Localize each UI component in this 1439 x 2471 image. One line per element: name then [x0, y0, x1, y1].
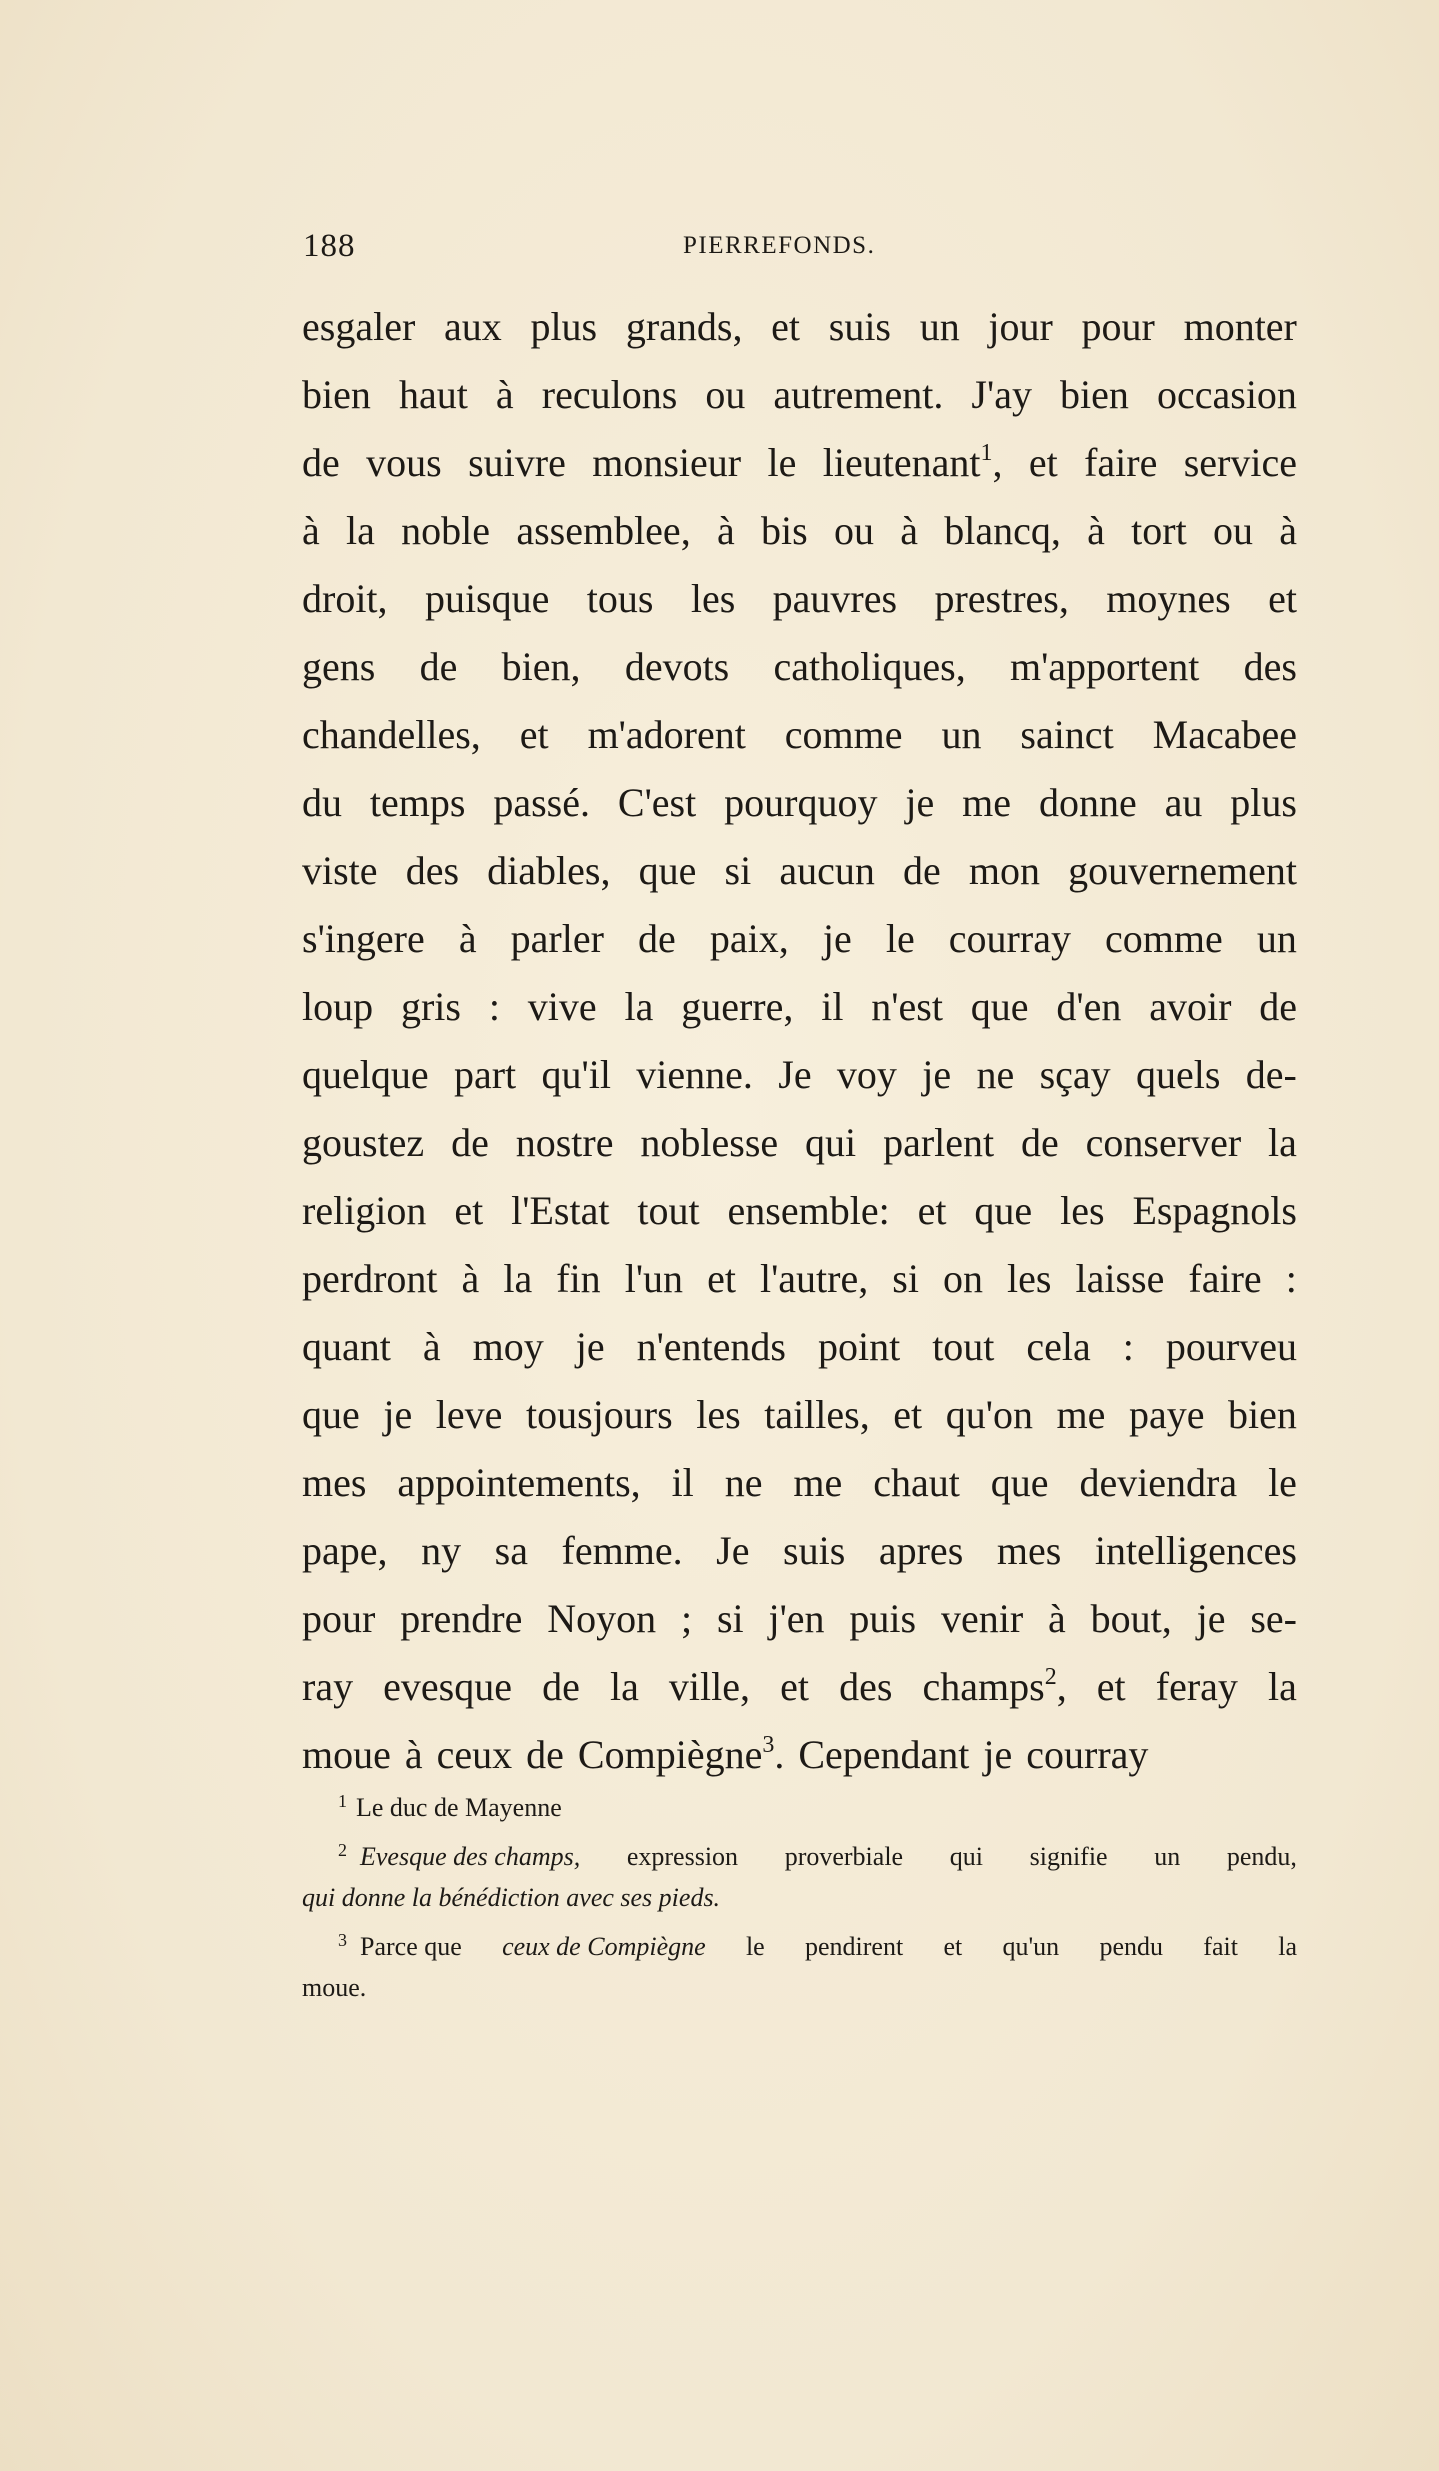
word: moy	[472, 1324, 544, 1369]
word: voy	[836, 1052, 897, 1097]
text-line	[302, 1381, 1297, 1449]
word: gens	[302, 644, 376, 689]
footnote-number: 3	[338, 1930, 347, 1950]
word: de	[903, 848, 941, 893]
footnote-number: 1	[338, 1791, 347, 1811]
word: paix,	[709, 916, 789, 961]
word: un	[919, 304, 960, 349]
word: je	[383, 1392, 413, 1437]
word: bien,	[501, 644, 581, 689]
word: de	[419, 644, 458, 689]
footnote-word: proverbiale	[784, 1842, 904, 1871]
word: ou	[705, 372, 746, 417]
word: s'ingere	[302, 916, 425, 961]
word: leve	[435, 1392, 503, 1437]
word: ray	[302, 1664, 354, 1709]
text-line	[302, 973, 1297, 1041]
word: :	[488, 984, 500, 1029]
word: pour	[302, 1596, 376, 1641]
word: au	[1164, 780, 1203, 825]
word: puisque	[424, 576, 550, 621]
word: mon	[968, 848, 1041, 893]
word: de	[451, 1120, 489, 1165]
word: ensemble:	[727, 1188, 890, 1233]
footnote-word: un	[1154, 1842, 1181, 1871]
word: la	[503, 1256, 533, 1301]
word: noblesse	[640, 1120, 779, 1165]
word: jour	[988, 304, 1053, 349]
word: passé.	[493, 780, 590, 825]
word: aucun	[779, 848, 875, 893]
word: esgaler	[302, 304, 416, 349]
word: je	[922, 1052, 952, 1097]
word: assemblee,	[516, 508, 691, 553]
word: je	[1196, 1596, 1226, 1641]
word: je	[575, 1324, 605, 1369]
word: quant	[302, 1324, 391, 1369]
word: de	[302, 440, 340, 485]
word: perdront	[302, 1256, 438, 1301]
footnote-word: qu'un	[1002, 1932, 1060, 1961]
word: suis	[783, 1528, 846, 1573]
word: moynes	[1106, 576, 1231, 621]
text-line	[302, 1245, 1297, 1313]
footnote-word: pendu,	[1226, 1842, 1297, 1871]
word: catholiques,	[773, 644, 966, 689]
word: et	[780, 1664, 809, 1709]
word: tout	[932, 1324, 995, 1369]
word: parlent	[883, 1120, 995, 1165]
word: que	[990, 1460, 1049, 1505]
footnote-word: qui	[949, 1842, 983, 1871]
word: et	[1028, 440, 1058, 485]
word: d'en	[1056, 984, 1122, 1029]
word: on	[943, 1256, 983, 1301]
word: vienne.	[636, 1052, 753, 1097]
text-line	[302, 565, 1297, 633]
word: le	[885, 916, 915, 961]
word: Macabee	[1152, 712, 1297, 757]
word: la	[624, 984, 654, 1029]
word: Je	[716, 1528, 750, 1573]
word: aux	[443, 304, 502, 349]
word: m'apportent	[1009, 644, 1200, 689]
word: pape,	[302, 1528, 388, 1573]
word: si	[892, 1256, 919, 1301]
word: Cependant	[798, 1732, 970, 1777]
word: j'en	[768, 1596, 825, 1641]
word: l'un	[624, 1256, 684, 1301]
text-line	[302, 293, 1297, 361]
text-line	[302, 633, 1297, 701]
word: et	[917, 1188, 947, 1233]
word: devots	[624, 644, 730, 689]
text-line	[302, 905, 1297, 973]
page-number: 188	[303, 228, 356, 264]
footnote-word: et	[943, 1932, 963, 1961]
word: pauvres	[772, 576, 898, 621]
word: blancq,	[944, 508, 1061, 553]
word: prendre	[400, 1596, 523, 1641]
word: qu'il	[541, 1052, 611, 1097]
word: faire	[1084, 440, 1158, 485]
word: il	[671, 1460, 694, 1505]
word: quelque	[302, 1052, 429, 1097]
word: la	[346, 508, 375, 553]
word: Espagnols	[1132, 1188, 1297, 1233]
word: je	[983, 1732, 1013, 1777]
word: noble	[401, 508, 491, 553]
word: feray	[1155, 1664, 1238, 1709]
word: à	[716, 508, 735, 553]
word: sçay	[1039, 1052, 1111, 1097]
word: pourveu	[1165, 1324, 1297, 1369]
word: à	[302, 508, 320, 553]
word: haut	[398, 372, 468, 417]
word: de	[1259, 984, 1297, 1029]
word: comme	[784, 712, 903, 757]
running-title: PIERREFONDS.	[683, 232, 876, 259]
footnote-word: pendirent	[804, 1932, 904, 1961]
word: l'autre,	[759, 1256, 869, 1301]
word: m'adorent	[587, 712, 746, 757]
word: ville,	[668, 1664, 751, 1709]
word: le	[767, 440, 797, 485]
word: me	[962, 780, 1012, 825]
word: courray	[948, 916, 1071, 961]
word: la	[1268, 1120, 1297, 1165]
word: et	[707, 1256, 736, 1301]
word: courray	[1026, 1732, 1149, 1777]
text-line	[302, 429, 1297, 497]
word: deviendra	[1079, 1460, 1238, 1505]
word: et	[893, 1392, 923, 1437]
word: chaut	[873, 1460, 960, 1505]
word: à	[900, 508, 918, 553]
word: ;	[680, 1596, 693, 1641]
word: bien	[302, 372, 371, 417]
word: pourquoy	[724, 780, 878, 825]
word: et	[454, 1188, 484, 1233]
word: ceux	[436, 1732, 513, 1777]
text-line	[302, 1449, 1297, 1517]
word: que	[638, 848, 697, 893]
word: du	[302, 780, 342, 825]
word: champs$^2$,	[922, 1664, 1067, 1709]
word: droit,	[302, 576, 388, 621]
word: un	[941, 712, 982, 757]
word: reculons	[541, 372, 678, 417]
word: les	[1060, 1188, 1105, 1233]
word: tout	[637, 1188, 700, 1233]
word: se-	[1250, 1596, 1297, 1641]
word: monsieur	[592, 440, 742, 485]
word: gouvernement	[1068, 848, 1297, 893]
word: ou	[1212, 508, 1253, 553]
text-line	[302, 1041, 1297, 1109]
word: chandelles,	[302, 712, 481, 757]
text-line	[302, 1721, 1297, 1789]
word: moue	[302, 1732, 391, 1777]
word: de	[526, 1732, 564, 1777]
word: apres	[878, 1528, 964, 1573]
word: les	[1007, 1256, 1052, 1301]
text-line	[302, 497, 1297, 565]
word: à	[461, 1256, 480, 1301]
word: que	[302, 1392, 360, 1437]
word: tous	[586, 576, 654, 621]
footnote-italic-phrase: qui donne la bénédiction avec ses pieds.	[302, 1883, 721, 1912]
word: de	[638, 916, 676, 961]
word: si	[724, 848, 752, 893]
word: que	[974, 1188, 1033, 1233]
footnote-word: expression	[626, 1842, 739, 1871]
word: et	[771, 304, 801, 349]
word: l'Estat	[511, 1188, 610, 1233]
footnotes	[302, 1787, 1297, 2008]
word: fin	[556, 1256, 601, 1301]
text-line	[302, 1109, 1297, 1177]
word: sainct	[1020, 712, 1114, 757]
word: service	[1183, 440, 1297, 485]
word: qu'on	[945, 1392, 1033, 1437]
word: pour	[1081, 304, 1155, 349]
word: tailles,	[764, 1392, 870, 1437]
word: C'est	[617, 780, 697, 825]
word: les	[696, 1392, 741, 1437]
word: le	[1268, 1460, 1297, 1505]
word: ne	[976, 1052, 1015, 1097]
word: autrement.	[773, 372, 944, 417]
word: et	[519, 712, 549, 757]
footnote-text: Le duc de Mayenne	[356, 1793, 562, 1822]
word: la	[1268, 1664, 1297, 1709]
word: mes	[302, 1460, 367, 1505]
word: temps	[369, 780, 466, 825]
footnote-2	[302, 1836, 1297, 1877]
word: des	[405, 848, 460, 893]
word: grands,	[625, 304, 743, 349]
main-text	[302, 293, 1297, 1789]
text-line	[302, 361, 1297, 429]
word: mes	[996, 1528, 1062, 1573]
word: n'est	[871, 984, 943, 1029]
footnote-word: signifie	[1029, 1842, 1108, 1871]
word: les	[690, 576, 736, 621]
text-line	[302, 1585, 1297, 1653]
word: si	[716, 1596, 744, 1641]
word: des	[1243, 644, 1297, 689]
word: religion	[302, 1188, 427, 1233]
word: la	[609, 1664, 639, 1709]
word: me	[1056, 1392, 1106, 1437]
word: prestres,	[934, 576, 1069, 621]
word: à	[1279, 508, 1297, 553]
word: avoir	[1149, 984, 1232, 1029]
text-line	[302, 1517, 1297, 1585]
word: bien	[1060, 372, 1129, 417]
word: guerre,	[681, 984, 794, 1029]
text-line	[302, 769, 1297, 837]
word: suivre	[468, 440, 566, 485]
word: et	[1096, 1664, 1126, 1709]
word: faire	[1188, 1256, 1262, 1301]
word: monter	[1183, 304, 1297, 349]
page-header	[303, 228, 903, 268]
word: que	[970, 984, 1029, 1029]
word: me	[793, 1460, 843, 1505]
word: goustez	[302, 1120, 425, 1165]
word: venir	[940, 1596, 1024, 1641]
footnote-3-continuation	[302, 1967, 1297, 2008]
word: diables,	[487, 848, 611, 893]
word: appointements,	[397, 1460, 641, 1505]
footnote-1	[302, 1787, 1297, 1828]
footnote-number: 2	[338, 1840, 347, 1860]
word: Je	[778, 1052, 812, 1097]
word: cela	[1026, 1324, 1091, 1369]
word: quels	[1136, 1052, 1221, 1097]
word: ou	[833, 508, 874, 553]
footnote-italic-phrase: Evesque des champs,	[360, 1842, 581, 1871]
word: gris	[400, 984, 461, 1029]
word: à	[422, 1324, 441, 1369]
word: J'ay	[971, 372, 1032, 417]
word: bien	[1228, 1392, 1297, 1437]
word: de	[1021, 1120, 1059, 1165]
word: un	[1256, 916, 1297, 961]
word: à	[458, 916, 477, 961]
text-line	[302, 701, 1297, 769]
word: à	[404, 1732, 423, 1777]
word: loup	[302, 984, 374, 1029]
word: bout,	[1090, 1596, 1172, 1641]
word: conserver	[1085, 1120, 1242, 1165]
word: et	[1268, 576, 1297, 621]
word: il	[821, 984, 844, 1029]
footnote-text: Parce que	[360, 1932, 462, 1961]
footnote-text: moue.	[302, 1973, 367, 2002]
word: à	[495, 372, 514, 417]
word: femme.	[561, 1528, 683, 1573]
word: qui	[805, 1120, 857, 1165]
word: suis	[828, 304, 891, 349]
word: n'entends	[636, 1324, 786, 1369]
word: viste	[302, 848, 378, 893]
word: nostre	[515, 1120, 614, 1165]
footnote-3	[302, 1926, 1297, 1967]
word: à	[1048, 1596, 1066, 1641]
text-line	[302, 1177, 1297, 1245]
footnote-word: pendu	[1099, 1932, 1164, 1961]
word: plus	[530, 304, 598, 349]
word: je	[822, 916, 852, 961]
word: comme	[1105, 916, 1223, 961]
word: vive	[527, 984, 597, 1029]
word: intelligences	[1094, 1528, 1297, 1573]
word: plus	[1230, 780, 1297, 825]
word: evesque	[383, 1664, 512, 1709]
word: vous	[366, 440, 442, 485]
word: des	[839, 1664, 893, 1709]
word: part	[453, 1052, 517, 1097]
word: de	[542, 1664, 580, 1709]
word: Compiègne$^3$.	[577, 1732, 785, 1777]
footnote-word: fait	[1203, 1932, 1238, 1961]
word: tousjours	[525, 1392, 673, 1437]
footnote-word: la	[1278, 1932, 1297, 1961]
footnote-2-continuation	[302, 1877, 1297, 1918]
word: puis	[849, 1596, 917, 1641]
text-line	[302, 1653, 1297, 1721]
word: occasion	[1156, 372, 1297, 417]
word: donne	[1038, 780, 1137, 825]
word: :	[1122, 1324, 1134, 1369]
word: à	[1087, 508, 1105, 553]
text-line	[302, 1313, 1297, 1381]
word: Noyon	[547, 1596, 657, 1641]
word: parler	[510, 916, 604, 961]
word: ne	[724, 1460, 763, 1505]
word: tort	[1131, 508, 1187, 553]
word: paye	[1128, 1392, 1205, 1437]
footnote-italic-phrase: ceux de Compiègne	[502, 1932, 706, 1961]
word: point	[817, 1324, 901, 1369]
word: ny	[421, 1528, 462, 1573]
word: lieutenant$^1$,	[822, 440, 1003, 485]
word: je	[905, 780, 935, 825]
text-line	[302, 837, 1297, 905]
word: de-	[1245, 1052, 1297, 1097]
word: laisse	[1075, 1256, 1165, 1301]
word: sa	[494, 1528, 528, 1573]
word: :	[1285, 1256, 1297, 1301]
word: bis	[760, 508, 808, 553]
footnote-word: le	[745, 1932, 765, 1961]
